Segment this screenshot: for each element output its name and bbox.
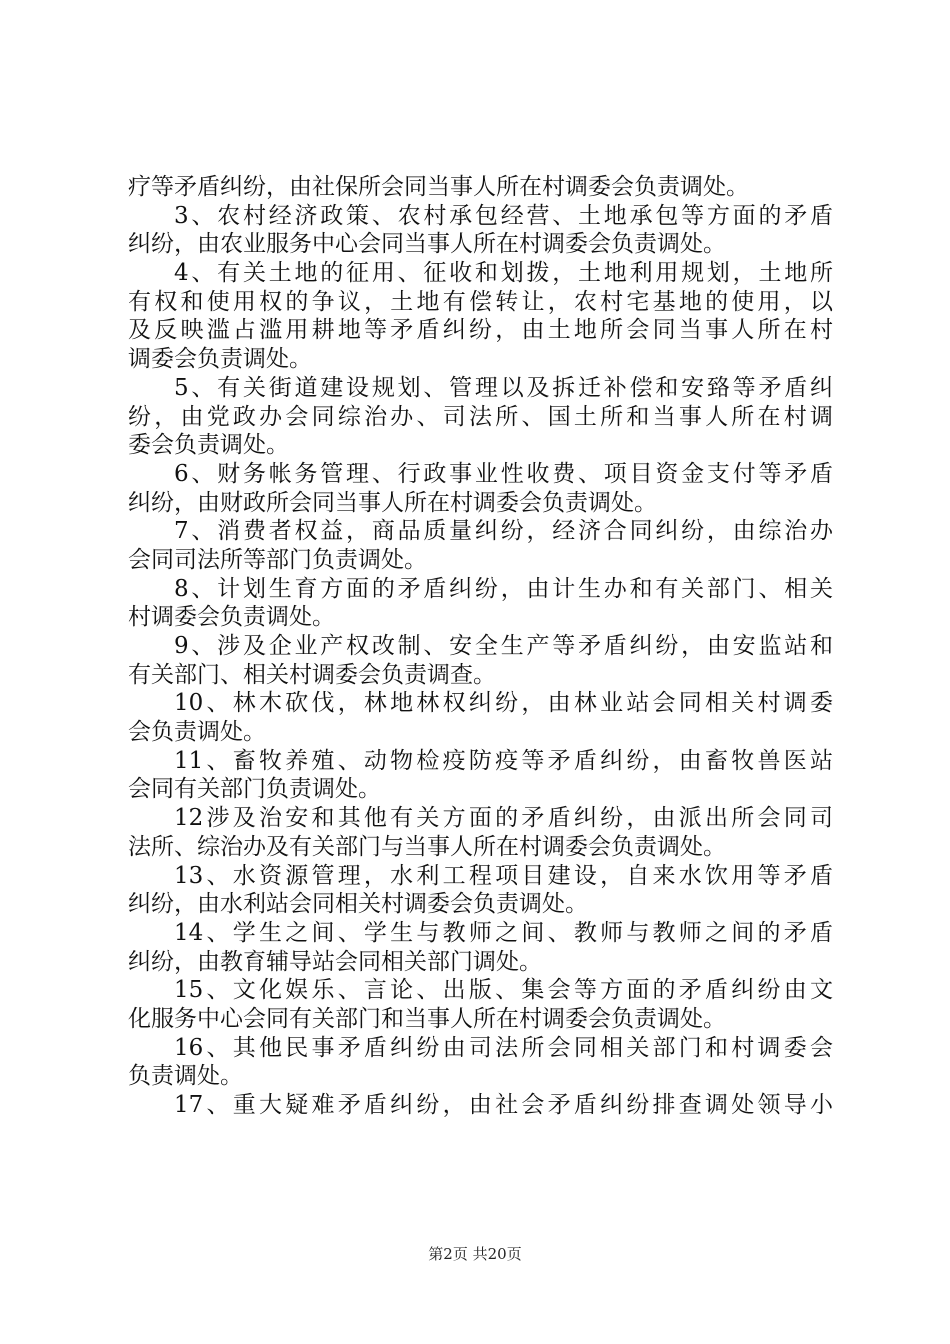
paragraph-line: 化服务中心会同有关部门和当事人所在村调委会负责调处。 — [128, 1005, 726, 1032]
paragraph-first-line: 8、计划生育方面的矛盾纠纷，由计生办和有关部门、相关 — [174, 575, 833, 602]
paragraph-line: 及反映滥占滥用耕地等矛盾纠纷，由土地所会同当事人所在村 — [128, 317, 833, 344]
paragraph-first-line: 10、林木砍伐，林地林权纠纷，由林业站会同相关村调委 — [174, 690, 833, 717]
paragraph-line: 有关部门、相关村调委会负责调查。 — [128, 661, 496, 688]
document-body — [128, 173, 833, 1120]
paragraph-line: 会同司法所等部门负责调处。 — [128, 546, 427, 573]
paragraph-first-line: 9、涉及企业产权改制、安全生产等矛盾纠纷，由安监站和 — [174, 633, 833, 659]
paragraph-first-line: 14、学生之间、学生与教师之间、教师与教师之间的矛盾 — [174, 919, 833, 946]
paragraph-line: 纠纷，由农业服务中心会同当事人所在村调委会负责调处。 — [128, 231, 726, 258]
paragraph-line: 有权和使用权的争议，土地有偿转让，农村宅基地的使用，以 — [128, 288, 833, 315]
paragraph-first-line: 17、重大疑难矛盾纠纷，由社会矛盾纠纷排查调处领导小 — [174, 1092, 833, 1118]
page-footer: 第2页 共20页 — [428, 1245, 522, 1263]
paragraph-line: 法所、综治办及有关部门与当事人所在村调委会负责调处。 — [128, 833, 726, 860]
paragraph-line: 调委会负责调处。 — [128, 346, 312, 373]
paragraph-line: 村调委会负责调处。 — [128, 604, 335, 631]
paragraph-line: 委会负责调处。 — [128, 432, 289, 459]
paragraph-line: 会负责调处。 — [128, 719, 266, 746]
paragraph-first-line: 16、其他民事矛盾纠纷由司法所会同相关部门和村调委会 — [174, 1034, 833, 1061]
paragraph-first-line: 疗等矛盾纠纷，由社保所会同当事人所在村调委会负责调处。 — [128, 174, 749, 200]
paragraph-first-line: 5、有关街道建设规划、管理以及拆迁补偿和安臵等矛盾纠 — [174, 374, 833, 401]
paragraph-line: 负责调处。 — [128, 1063, 243, 1090]
paragraph-first-line: 12涉及治安和其他有关方面的矛盾纠纷，由派出所会同司 — [174, 805, 833, 832]
paragraph-first-line: 3、农村经济政策、农村承包经营、土地承包等方面的矛盾 — [174, 202, 833, 229]
paragraph-line: 会同有关部门负责调处。 — [128, 776, 381, 803]
paragraph-line: 纷，由党政办会同综治办、司法所、国土所和当事人所在村调 — [128, 403, 833, 430]
paragraph-first-line: 7、消费者权益，商品质量纠纷，经济合同纠纷，由综治办 — [174, 518, 833, 545]
paragraph-line: 纠纷，由教育辅导站会同相关部门调处。 — [128, 948, 542, 975]
paragraph-line: 纠纷，由水利站会同相关村调委会负责调处。 — [128, 891, 588, 918]
paragraph-first-line: 11、畜牧养殖、动物检疫防疫等矛盾纠纷，由畜牧兽医站 — [174, 747, 833, 774]
paragraph-first-line: 6、财务帐务管理、行政事业性收费、项目资金支付等矛盾 — [174, 460, 833, 487]
paragraph-line: 纠纷，由财政所会同当事人所在村调委会负责调处。 — [128, 489, 657, 516]
paragraph-first-line: 13、水资源管理，水利工程项目建设，自来水饮用等矛盾 — [174, 862, 833, 889]
paragraph-first-line: 15、文化娱乐、言论、出版、集会等方面的矛盾纠纷由文 — [174, 977, 833, 1004]
paragraph-first-line: 4、有关土地的征用、征收和划拨，土地利用规划，土地所 — [174, 260, 833, 287]
